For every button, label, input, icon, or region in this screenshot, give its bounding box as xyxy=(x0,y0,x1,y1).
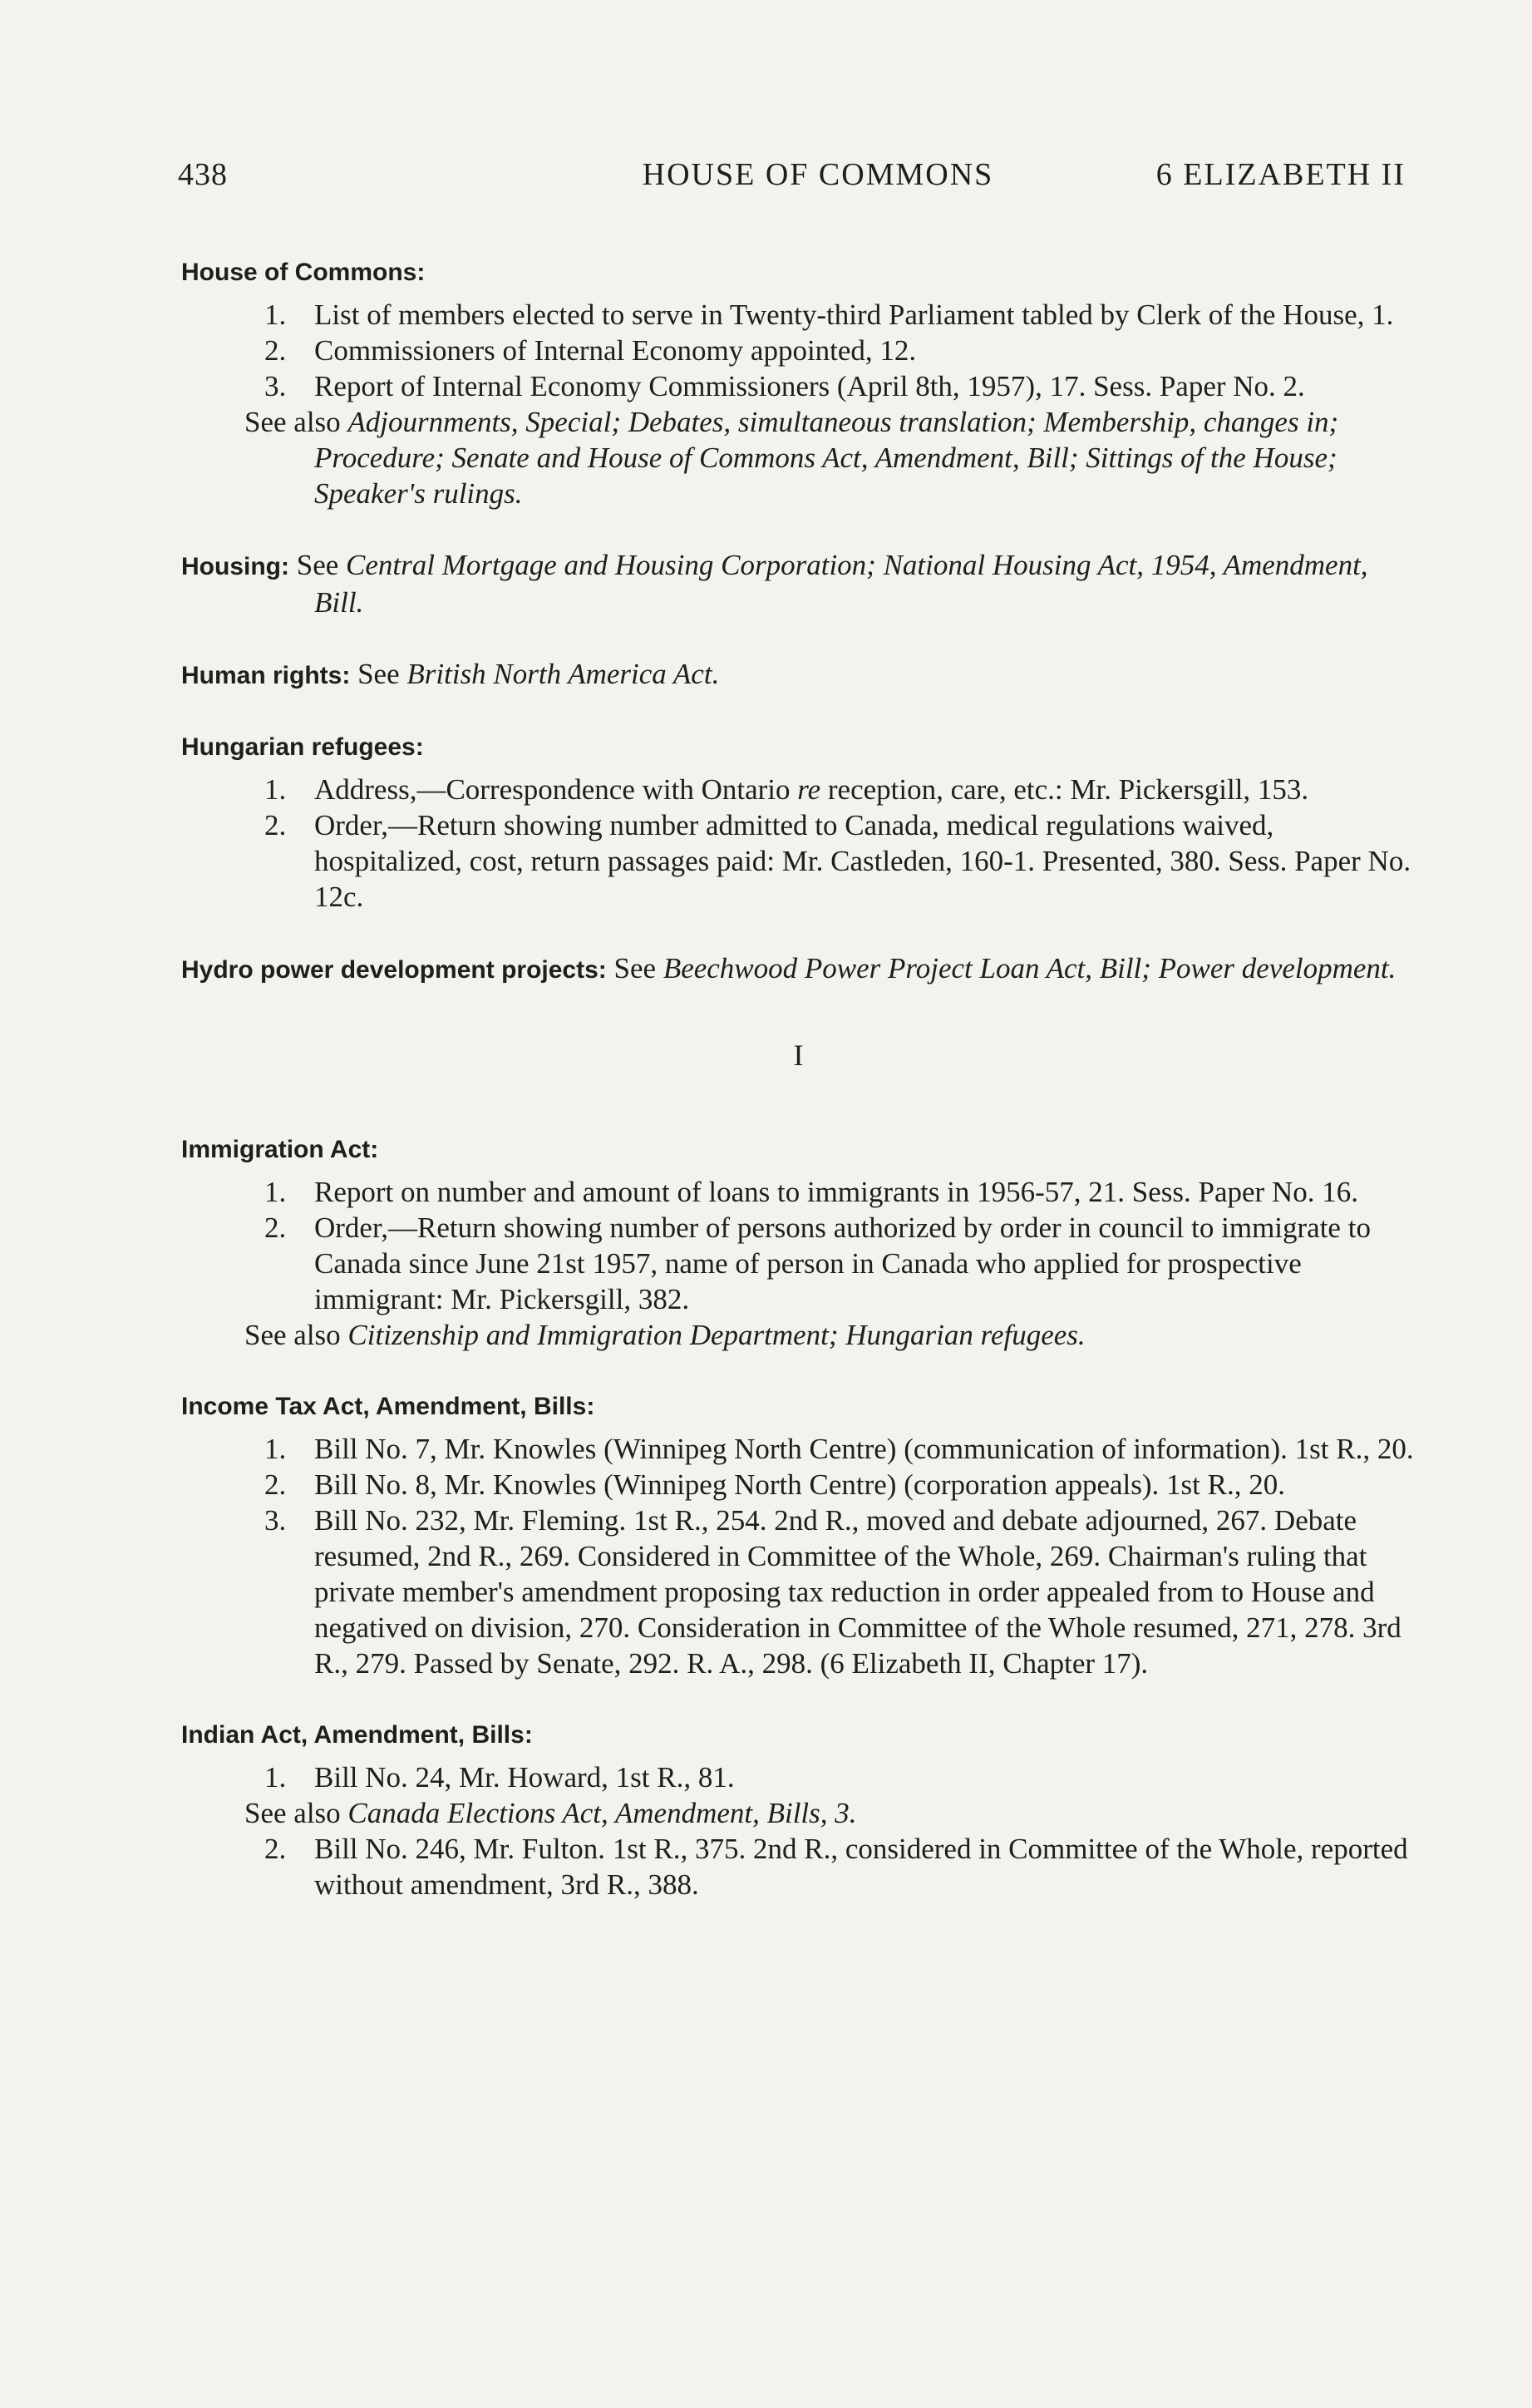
index-content xyxy=(181,254,1416,1938)
entry-immigration-act xyxy=(181,1132,1416,1353)
entry-items xyxy=(181,1831,1416,1902)
list-item: 2. Order,—Return showing number admitted to Canada, medical regulations waived, hospitalized, cost, return passages paid: Mr. Castleden, 160-1. Presented, 380. Sess. Paper No. 12c. xyxy=(264,809,1411,913)
see-also: See also Citizenship and Immigration Department; Hungarian refugees. xyxy=(244,1319,1086,1351)
entry-hydro-power: Hydro power development projects: See Beechwood Power Project Loan Act, Bill; Power development. xyxy=(181,952,1397,984)
see-also-refs: Canada Elections Act, Amendment, Bills, 3. xyxy=(347,1797,857,1829)
see-also-refs: Adjournments, Special; Debates, simultaneous translation; Membership, changes in; Procedure; Senate and House of Commons Act, Amendment, Bill; Sittings of the House; Speaker's rulings. xyxy=(314,406,1339,510)
entry-items xyxy=(181,1759,1416,1795)
entry-indian-act xyxy=(181,1717,1416,1902)
entry-heading: Immigration Act: xyxy=(181,1136,379,1163)
list-item: 3. Report of Internal Economy Commissioners (April 8th, 1957), 17. Sess. Paper No. 2. xyxy=(264,370,1305,402)
see-refs: British North America Act. xyxy=(406,658,720,690)
entry-housing: Housing: See Central Mortgage and Housing Corporation; National Housing Act, 1954, Amendment, Bill. xyxy=(181,549,1368,619)
list-item: 1. Address,—Correspondence with Ontario re reception, care, etc.: Mr. Pickersgill, 153. xyxy=(264,773,1309,806)
regnal-year: 6 ELIZABETH II xyxy=(1155,157,1406,192)
entry-heading: Hungarian refugees: xyxy=(181,733,424,761)
entry-heading: Indian Act, Amendment, Bills: xyxy=(181,1721,533,1749)
section-letter: I xyxy=(793,1039,804,1072)
entry-heading: Human rights: xyxy=(181,662,351,689)
page-number: 438 xyxy=(178,157,228,192)
entry-items xyxy=(181,1431,1416,1681)
list-item: 3. Bill No. 232, Mr. Fleming. 1st R., 254. 2nd R., moved and debate adjourned, 267. Debate resumed, 2nd R., 269. Considered in Committee of the Whole, 269. Chairman's ruling that private member's amendment proposing tax reduction in order appealed from to House and negatived on division, 270. Consideration in Committee of the Whole resumed, 271, 278. 3rd R., 279. Passed by Senate, 292. R. A., 298. (6 Elizabeth II, Chapter 17). xyxy=(264,1504,1401,1680)
see-refs: Central Mortgage and Housing Corporation; National Housing Act, 1954, Amendment, Bill. xyxy=(314,549,1368,619)
see-also: See also Canada Elections Act, Amendment, Bills, 3. xyxy=(244,1797,857,1829)
list-item: 2. Bill No. 8, Mr. Knowles (Winnipeg North Centre) (corporation appeals). 1st R., 20. xyxy=(264,1468,1285,1501)
entry-hungarian-refugees xyxy=(181,729,1416,915)
entry-items xyxy=(181,297,1416,404)
see-refs: Beechwood Power Project Loan Act, Bill; Power development. xyxy=(663,952,1397,984)
entry-items xyxy=(181,1174,1416,1317)
list-item: 2. Bill No. 246, Mr. Fulton. 1st R., 375. 2nd R., considered in Committee of the Whole, reported without amendment, 3rd R., 388. xyxy=(264,1833,1408,1901)
entry-heading: Income Tax Act, Amendment, Bills: xyxy=(181,1393,595,1420)
list-item: 1. Report on number and amount of loans to immigrants in 1956-57, 21. Sess. Paper No. 16. xyxy=(264,1176,1358,1208)
entry-heading: Housing: xyxy=(181,553,289,580)
entry-human-rights: Human rights: See British North America Act. xyxy=(181,658,720,690)
list-item: 2. Order,—Return showing number of persons authorized by order in council to immigrate to Canada since June 21st 1957, name of person in Canada who applied for prospective immigrant: Mr. Pickersgill, 382. xyxy=(264,1211,1371,1315)
list-item: 2. Commissioners of Internal Economy appointed, 12. xyxy=(264,334,917,367)
list-item: 1. List of members elected to serve in Twenty-third Parliament tabled by Clerk of the House, 1. xyxy=(264,299,1394,331)
list-item: 1. Bill No. 24, Mr. Howard, 1st R., 81. xyxy=(264,1761,735,1794)
see-also-refs: Citizenship and Immigration Department; Hungarian refugees. xyxy=(347,1319,1086,1351)
running-title: HOUSE OF COMMONS xyxy=(642,157,994,192)
entry-heading: House of Commons: xyxy=(181,259,426,286)
entry-house-of-commons xyxy=(181,254,1416,511)
entry-heading: Hydro power development projects: xyxy=(181,956,607,984)
entry-items xyxy=(181,772,1416,915)
entry-income-tax-act xyxy=(181,1389,1416,1681)
see-also: See also Adjournments, Special; Debates, simultaneous translation; Membership, changes in; Procedure; Senate and House of Commons Act, Amendment, Bill; Sittings of the House; Speaker's rulings. xyxy=(244,406,1339,510)
list-item: 1. Bill No. 7, Mr. Knowles (Winnipeg North Centre) (communication of information). 1st R., 20. xyxy=(264,1433,1414,1465)
